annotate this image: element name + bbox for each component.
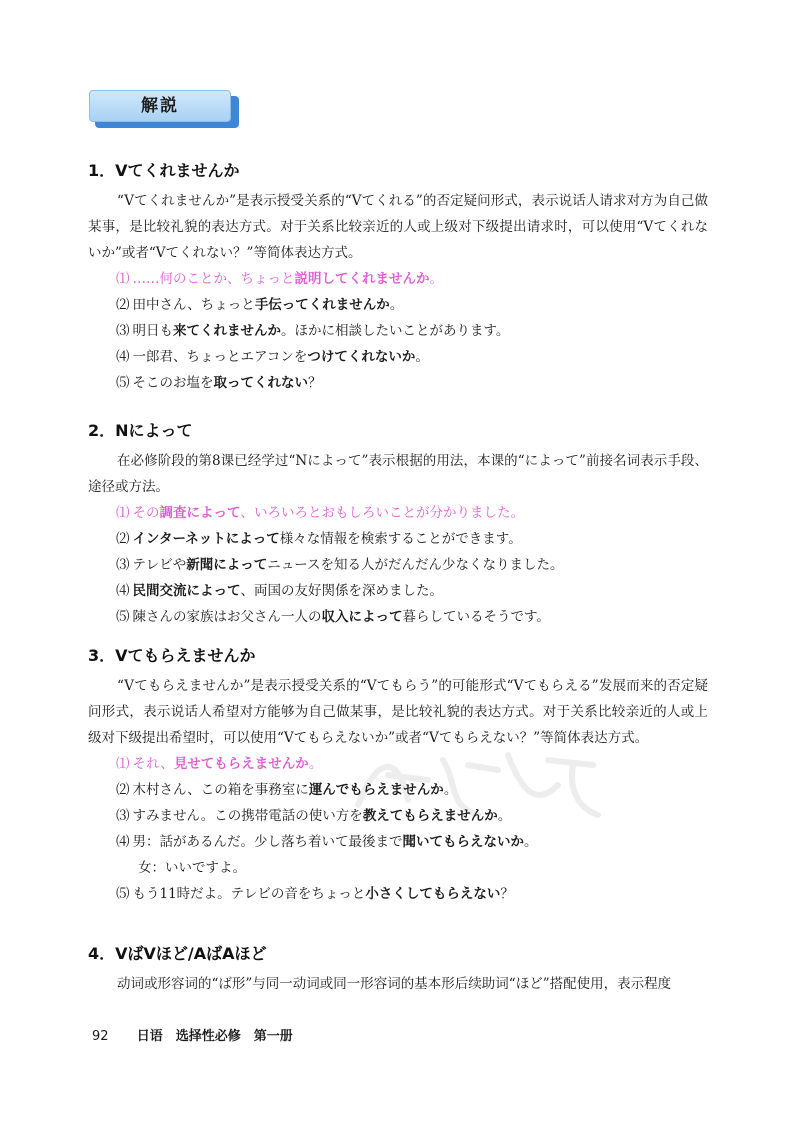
example-sentence: ⑸ 陳さんの家族はお父さん一人の収入によって暮らしているそうです。 [116, 609, 550, 625]
example-sentence-reply: 女：いいですよ。 [138, 860, 246, 876]
section-heading-badge [89, 90, 239, 128]
example-sentence: ⑸ そこのお塩を取ってくれない？ [116, 375, 322, 391]
example-sentence: ⑴ それ、見せてもらえませんか。 [116, 756, 323, 772]
example-sentence: ⑴ その調査によって、いろいろとおもしろいことが分かりました。 [116, 505, 524, 521]
example-sentence: ⑵ インターネットによって様々な情報を検索することができます。 [116, 531, 522, 547]
grammar-section-4 [88, 943, 708, 997]
page-footer [92, 1028, 293, 1046]
example-sentence: ⑷ 民間交流によって、両国の友好関係を深めました。 [116, 583, 443, 599]
example-sentence: ⑶ テレビや新聞によってニュースを知る人がだんだん少なくなりました。 [116, 557, 564, 573]
section-title: 4．VばVほど/AばAほど [88, 944, 267, 963]
example-sentence: ⑸ もう11時だよ。テレビの音をちょっと小さくしてもらえない？ [116, 886, 514, 902]
example-sentence: ⑶ すみません。この携帯電話の使い方を教えてもらえませんか。 [116, 808, 512, 824]
section-title: 3．Vてもらえませんか [88, 646, 256, 665]
example-sentence: ⑴ ……何のことか、ちょっと説明してくれませんか。 [116, 271, 443, 287]
explanation-paragraph: 在必修阶段的第8课已经学过“Nによって”表示根据的用法，本课的“によって”前接名词表示手段、途径或方法。 [88, 453, 708, 495]
example-sentence: ⑵ 田中さん、ちょっと手伝ってくれませんか。 [116, 297, 404, 313]
grammar-section-2 [88, 420, 708, 630]
grammar-section-3 [88, 645, 708, 907]
example-sentence: ⑶ 明日も来てくれませんか。ほかに相談したいことがあります。 [116, 323, 510, 339]
explanation-paragraph: 动词或形容词的“ば形”与同一动词或同一形容词的基本形后续助词“ほど”搭配使用，表示程度 [117, 976, 672, 992]
explanation-paragraph: “Vてもらえませんか”是表示授受关系的“Vてもらう”的可能形式“Vてもらえる”发展而来的否定疑问形式，表示说话人希望对方能够为自己做某事，是比较礼貌的表达方式。对于关系比较亲近的人或上级对下级提出希望时，可以使用“Vてもらえないか”或者“Vてもらえない？”等简体表达方式。 [88, 678, 708, 746]
section-title: 1．Vてくれませんか [88, 161, 240, 180]
book-title: 日语 选择性必修 第一册 [136, 1029, 293, 1044]
example-sentence: ⑷ 男：話があるんだ。少し落ち着いて最後まで聞いてもらえないか。 [116, 834, 538, 850]
grammar-section-1 [88, 160, 708, 396]
section-title: 2．Nによって [88, 421, 193, 440]
explanation-paragraph: “Vてくれませんか”是表示授受关系的“Vてくれる”的否定疑问形式，表示说话人请求对方为自己做某事，是比较礼貌的表达方式。对于关系比较亲近的人或上级对下级提出请求时，可以使用“Vてくれないか”或者“Vてくれない？”等简体表达方式。 [88, 193, 708, 261]
heading-title: 解説 [89, 90, 231, 122]
page-number: 92 [92, 1029, 109, 1044]
example-sentence: ⑷ 一郎君、ちょっとエアコンをつけてくれないか。 [116, 349, 429, 365]
example-sentence: ⑵ 木村さん、この箱を事務室に運んでもらえませんか。 [116, 782, 458, 798]
